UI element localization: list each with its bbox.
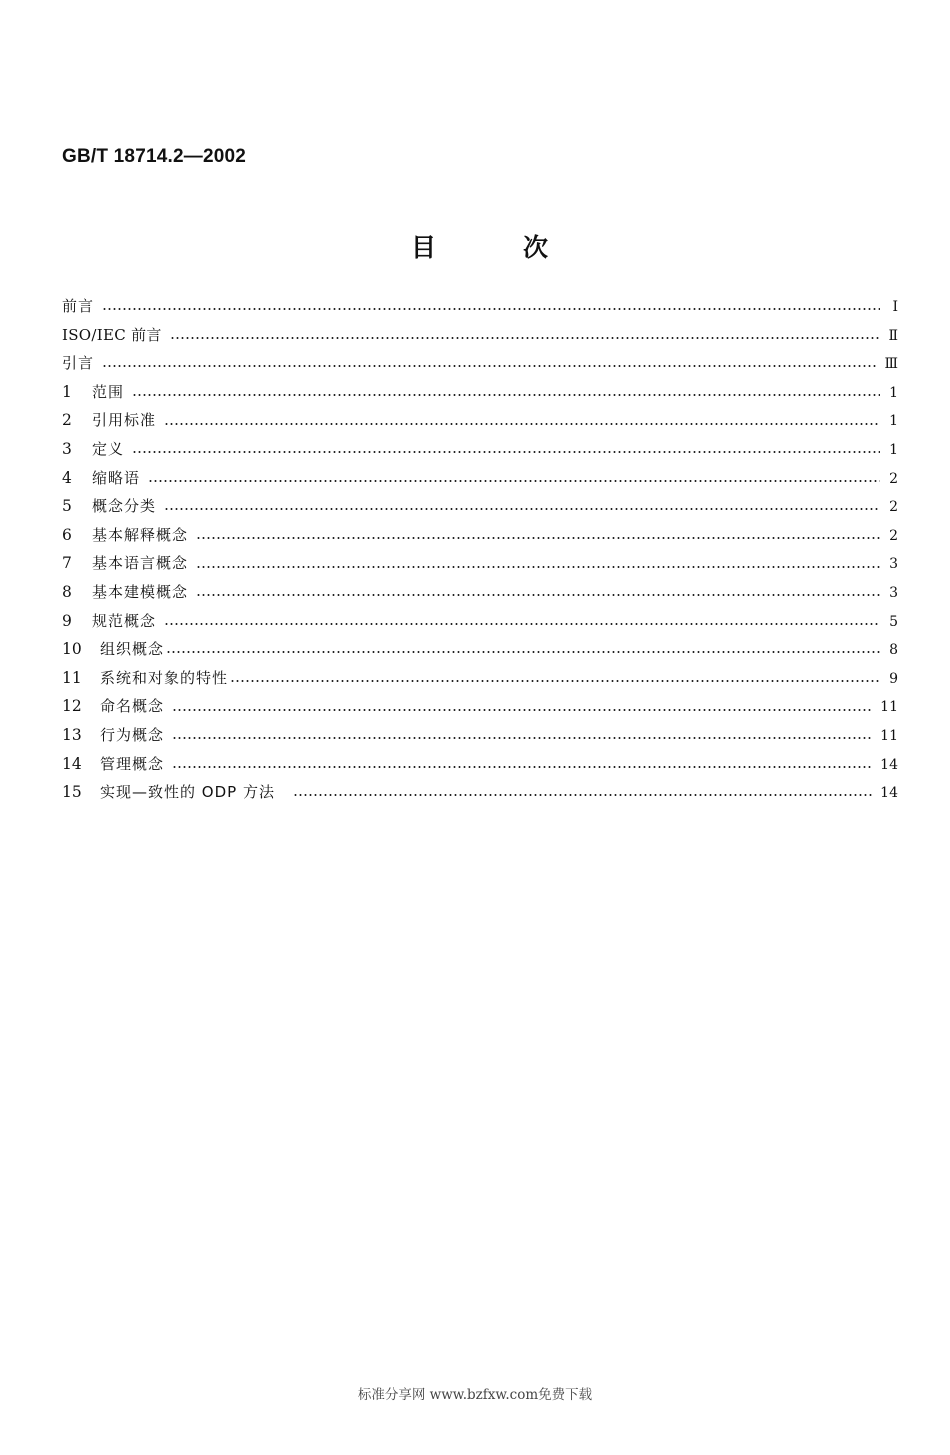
toc-entry-4[interactable] <box>62 464 898 493</box>
toc-entry-9[interactable] <box>62 607 898 636</box>
toc-entry-number: 15 <box>62 783 82 802</box>
dot-leader <box>172 737 872 739</box>
toc-entry-foreword[interactable] <box>62 292 898 321</box>
toc-entry-page: 3 <box>889 556 898 573</box>
toc-entry-page: 11 <box>880 699 898 716</box>
toc-entry-number: 12 <box>62 697 82 716</box>
watermark-footer: 标准分享网 www.bzfxw.com免费下载 <box>357 1387 593 1403</box>
toc-entry-number: 11 <box>62 668 82 687</box>
toc-entry-page: I <box>892 299 898 315</box>
toc-entry-label: 组织概念 <box>100 640 165 659</box>
toc-entry-page: 14 <box>880 785 898 802</box>
toc-entry-page: 2 <box>889 527 898 544</box>
toc-entry-8[interactable] <box>62 578 898 607</box>
toc-entry-13[interactable] <box>62 721 898 750</box>
toc-entry-number: 4 <box>62 468 72 487</box>
dot-leader <box>196 594 880 596</box>
toc-entry-page: 1 <box>889 384 898 401</box>
dot-leader <box>164 508 880 510</box>
toc-entry-7[interactable] <box>62 549 898 578</box>
toc-entry-label: 引言 <box>62 354 95 373</box>
dot-leader <box>293 794 872 796</box>
toc-entry-page: 5 <box>889 613 898 630</box>
toc-entry-label: 行为概念 <box>100 725 165 744</box>
toc-entry-label: 定义 <box>92 439 125 458</box>
toc-entry-12[interactable] <box>62 692 898 721</box>
toc-entry-page: 3 <box>889 584 898 601</box>
toc-entry-page: 2 <box>889 499 898 516</box>
dot-leader <box>166 651 880 653</box>
dot-leader <box>196 566 880 568</box>
toc-entry-introduction[interactable] <box>62 349 898 378</box>
toc-title-char-1: 目 <box>411 233 437 262</box>
toc-entry-page: 14 <box>880 756 898 773</box>
toc-entry-number: 6 <box>62 525 72 544</box>
toc-entry-14[interactable] <box>62 750 898 779</box>
toc-entry-11[interactable] <box>62 664 898 693</box>
toc-entry-page: 8 <box>889 642 898 659</box>
toc-entry-page: 9 <box>889 670 898 687</box>
toc-entry-label: 管理概念 <box>100 754 165 773</box>
toc-entry-page: Ⅲ <box>884 356 898 373</box>
toc-entry-label: 基本建模概念 <box>92 582 189 601</box>
toc-entry-number: 3 <box>62 439 72 458</box>
toc-entry-number: 8 <box>62 582 72 601</box>
toc-entry-number: 2 <box>62 411 72 430</box>
toc-entry-label: 基本语言概念 <box>92 554 189 573</box>
toc-entry-15[interactable] <box>62 778 898 807</box>
document-code: GB/T 18714.2—2002 <box>62 146 247 167</box>
dot-leader <box>102 365 876 367</box>
dot-leader <box>102 308 880 310</box>
toc-entry-label: ISO/IEC 前言 <box>62 325 162 344</box>
toc-entry-page: 1 <box>889 441 898 458</box>
toc-entry-5[interactable] <box>62 492 898 521</box>
dot-leader <box>132 394 880 396</box>
toc-entry-label: 实现—致性的 ODP 方法 <box>100 783 275 802</box>
toc-entry-1[interactable] <box>62 378 898 407</box>
toc-entry-number: 9 <box>62 611 72 630</box>
table-of-contents <box>62 292 898 807</box>
toc-entry-label: 基本解释概念 <box>92 525 189 544</box>
dot-leader <box>164 623 880 625</box>
toc-entry-number: 10 <box>62 640 82 659</box>
toc-entry-label: 前言 <box>62 297 95 315</box>
toc-entry-3[interactable] <box>62 435 898 464</box>
toc-entry-label: 缩略语 <box>92 468 141 487</box>
toc-entry-label: 系统和对象的特性 <box>100 668 229 687</box>
toc-entry-10[interactable] <box>62 635 898 664</box>
toc-entry-number: 7 <box>62 554 72 573</box>
toc-entry-label: 引用标准 <box>92 411 157 430</box>
dot-leader <box>170 337 880 339</box>
toc-entry-page: 11 <box>880 727 898 744</box>
toc-title-char-2: 次 <box>523 233 549 262</box>
toc-entry-number: 13 <box>62 725 82 744</box>
toc-entry-label: 范围 <box>92 382 125 401</box>
dot-leader <box>132 451 880 453</box>
toc-entry-page: 1 <box>889 413 898 430</box>
toc-entry-number: 1 <box>62 382 72 401</box>
toc-entry-label: 规范概念 <box>92 611 157 630</box>
toc-entry-number: 14 <box>62 754 82 773</box>
toc-entry-2[interactable] <box>62 406 898 435</box>
toc-entry-label: 概念分类 <box>92 497 157 516</box>
dot-leader <box>148 480 880 482</box>
dot-leader <box>230 680 880 682</box>
toc-entry-iso-iec-foreword[interactable] <box>62 321 898 350</box>
dot-leader <box>196 537 880 539</box>
toc-entry-6[interactable] <box>62 521 898 550</box>
toc-entry-page: Ⅱ <box>888 327 898 344</box>
dot-leader <box>172 766 872 768</box>
dot-leader <box>164 423 880 425</box>
toc-entry-number: 5 <box>62 497 72 516</box>
toc-entry-label: 命名概念 <box>100 697 165 716</box>
dot-leader <box>172 709 872 711</box>
toc-entry-page: 2 <box>889 470 898 487</box>
